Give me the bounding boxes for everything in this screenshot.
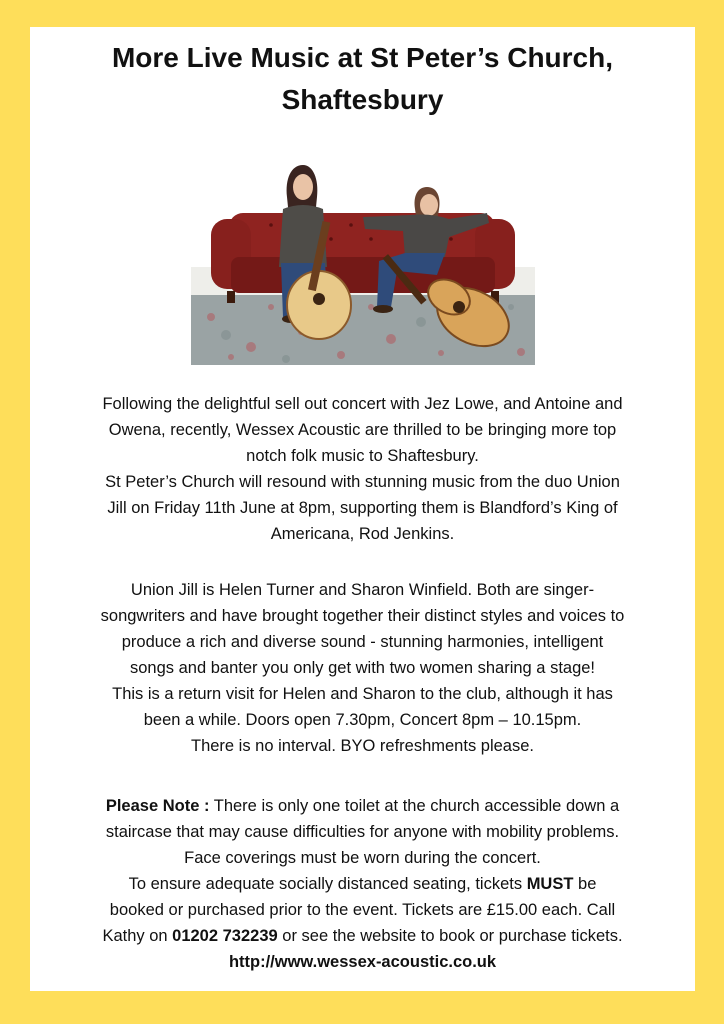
about-paragraph: Union Jill is Helen Turner and Sharon Winfield. Both are singer- songwriters and have brought together their distinct styles and voices to produce a rich and diverse sound - stunning harmonies, intelligent songs and banter you only get with two women sharing a stage! This is a return visit for Helen and Sharon to the club, although it has been a while. Doors open 7.30pm, Concert 8pm – 10.15pm. There is no interval. BYO refreshments please. bbox=[100, 581, 625, 755]
notice-paragraph: Please Note : There is only one toilet at the church accessible down a staircase that may cause difficulties for anyone with mobility problems. Face coverings must be worn during the concert. To ensure adequate socially distanced seating, tickets MUST be booked or purchased prior to the event. Tickets are £15.00 each. Call Kathy on 01202 732239 or see the website to book or purchase tickets. http://www.wessex-acoustic.co.uk bbox=[48, 793, 677, 975]
title-line-2: Shaftesbury bbox=[281, 84, 444, 115]
intro-paragraph: Following the delightful sell out concert with Jez Lowe, and Antoine and Owena, recently, Wessex Acoustic are thrilled to be bringing more top notch folk music to Shaftesbury. St Peter’s Church will resound with stunning music from the duo Union Jill on Friday 11th June at 8pm, supporting them is Blandford’s King of Americana, Rod Jenkins. bbox=[102, 395, 623, 543]
must-emphasis: MUST bbox=[526, 875, 574, 893]
title-line-1: More Live Music at St Peter’s Church, bbox=[111, 42, 614, 73]
band-photo bbox=[191, 157, 535, 365]
page-title bbox=[30, 37, 695, 121]
poster-page bbox=[30, 27, 695, 991]
website-url: http://www.wessex-acoustic.co.uk bbox=[228, 953, 497, 971]
phone-number: 01202 732239 bbox=[172, 927, 278, 945]
please-note-label: Please Note : bbox=[105, 797, 210, 815]
